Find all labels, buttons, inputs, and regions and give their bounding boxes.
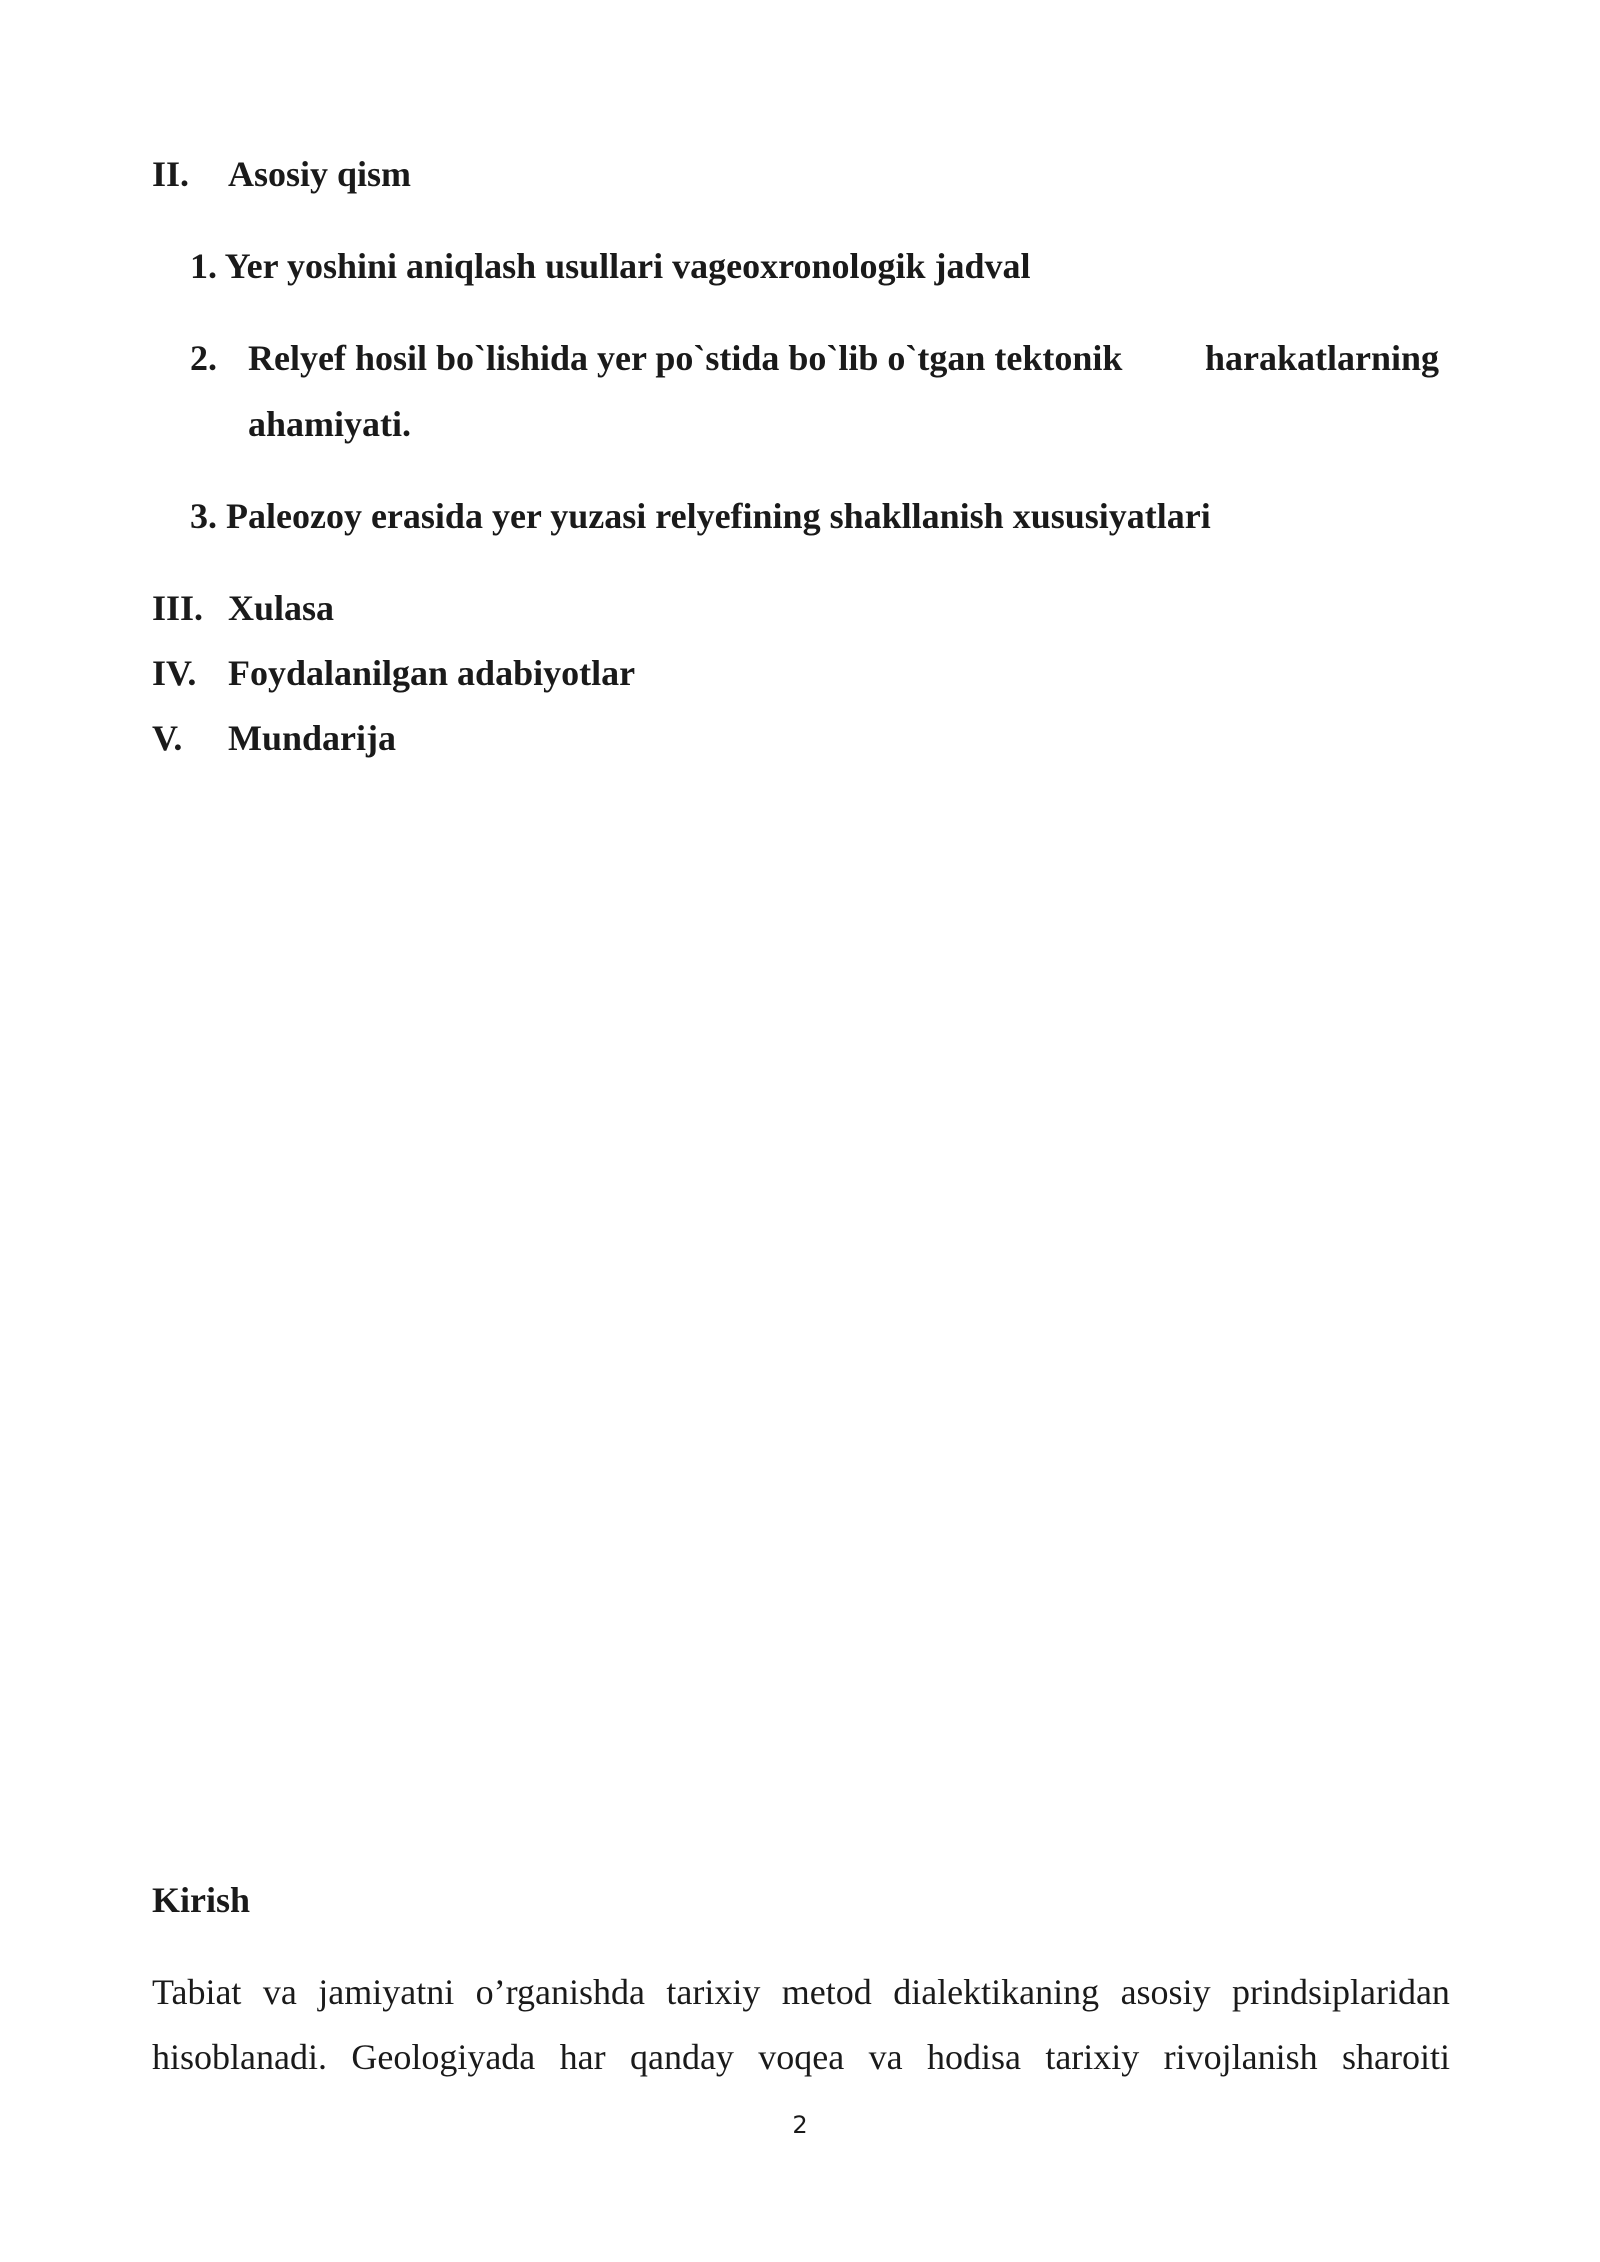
outline-section-2-marker: II. <box>152 154 190 194</box>
intro-paragraph-line-1 <box>152 1970 1450 2014</box>
outline-section-4-marker: IV. <box>152 653 197 693</box>
intro-word: hisoblanadi. <box>152 2037 327 2077</box>
outline-sub-item-2-line1: Relyef hosil bo`lishida yer po`stida bo`lib o`tgan tektonik <box>248 338 1123 378</box>
intro-word: va <box>868 2037 903 2077</box>
outline-section-2-title: Asosiy qism <box>228 154 412 194</box>
outline-sub-item-2-marker: 2. <box>190 338 217 378</box>
intro-word: rivojlanish <box>1163 2037 1318 2077</box>
intro-word: tarixiy <box>666 1972 761 2012</box>
intro-word: prindsiplaridan <box>1231 1972 1450 2012</box>
outline-section-3-marker: III. <box>152 588 204 628</box>
intro-word: sharoiti <box>1342 2037 1450 2077</box>
outline-section-5-marker: V. <box>152 718 183 758</box>
intro-word: qanday <box>629 2037 734 2077</box>
intro-word: voqea <box>758 2037 845 2077</box>
intro-word: dialektikaning <box>893 1972 1100 2012</box>
intro-word: har <box>559 2037 606 2077</box>
intro-word: hodisa <box>926 2037 1021 2077</box>
intro-word: tarixiy <box>1045 2037 1140 2077</box>
intro-word: o’rganishda <box>475 1972 645 2012</box>
outline-sub-item-1: 1. Yer yoshini aniqlash usullari vageoxronologik jadval <box>190 246 1031 286</box>
intro-word: Geologiyada <box>351 2037 536 2077</box>
intro-word: va <box>262 1972 297 2012</box>
intro-heading: Kirish <box>152 1880 251 1920</box>
page-number: 2 <box>792 2111 808 2139</box>
intro-word: jamiyatni <box>318 1972 455 2012</box>
outline-section-5-title: Mundarija <box>228 718 397 758</box>
outline-sub-item-3: 3. Paleozoy erasida yer yuzasi relyefining shakllanish xususiyatlari <box>190 496 1211 536</box>
intro-word: metod <box>781 1972 872 2012</box>
intro-word: Tabiat <box>152 1972 242 2012</box>
intro-paragraph-line-2 <box>152 2035 1450 2079</box>
outline-sub-item-2-line1-end: harakatlarning <box>1205 338 1440 378</box>
intro-word: asosiy <box>1120 1972 1211 2012</box>
outline-section-4-title: Foydalanilgan adabiyotlar <box>228 653 636 693</box>
outline-sub-item-2-line2: ahamiyati. <box>248 404 412 444</box>
outline-section-3-title: Xulasa <box>228 588 335 628</box>
